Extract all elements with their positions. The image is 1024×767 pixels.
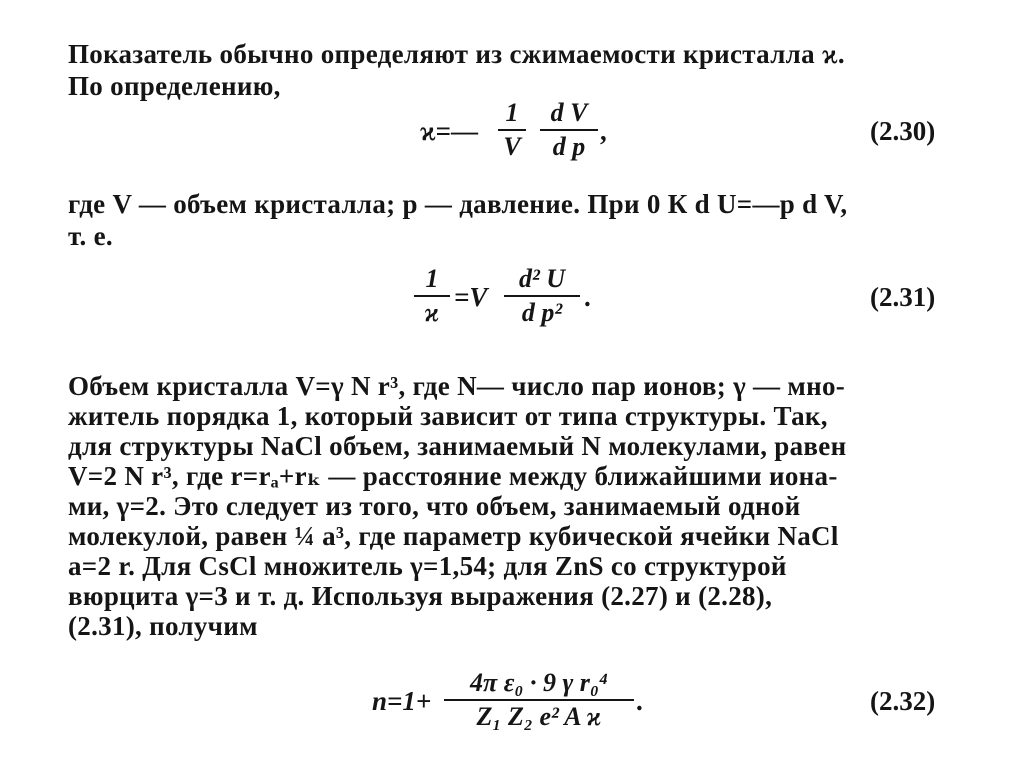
text-line: для структуры NaCl объем, занимаемый N молекулами, равен (68, 431, 847, 461)
text-line: Показатель обычно определяют из сжимаемости кристалла ϰ. (68, 39, 845, 69)
fraction-bar (504, 295, 580, 297)
equation-mid: =V (454, 282, 488, 312)
text-line: где V — объем кристалла; p — давление. При 0 К d U=—p d V, (68, 189, 848, 219)
equation-number: (2.32) (870, 686, 936, 716)
fraction-denominator: V (503, 132, 521, 161)
fraction (504, 264, 580, 328)
text-line: Объем кристалла V=γ N r³, где N— число пар ионов; γ — мно- (68, 371, 846, 401)
text-line: V=2 N r³, где r=rₐ+rₖ — расстояние между ближайшими иона- (68, 461, 838, 491)
text-line: ми, γ=2. Это следует из того, что объем, занимаемый одной (68, 491, 801, 521)
fraction (444, 668, 634, 732)
text-line: житель порядка 1, который зависит от типа структуры. Так, (68, 401, 828, 431)
equation-lhs: ϰ=— (420, 116, 479, 146)
text-line: a=2 r. Для CsCl множитель γ=1,54; для ZnS со структурой (68, 551, 787, 581)
fraction-bar (498, 129, 526, 131)
fraction (540, 98, 598, 162)
fraction-numerator: 1 (425, 264, 439, 293)
fraction-denominator: Z₁ Z₂ e² A ϰ (476, 702, 602, 731)
fraction-denominator: d p (552, 132, 586, 161)
fraction-numerator: d² U (518, 264, 566, 293)
equation-punctuation: . (636, 686, 643, 716)
equation-number: (2.31) (870, 282, 936, 312)
equation-punctuation: . (584, 282, 591, 312)
fraction-numerator: d V (550, 98, 588, 127)
equation-punctuation: , (600, 116, 607, 146)
text-line: (2.31), получим (68, 611, 258, 641)
text-line: По определению, (68, 71, 281, 101)
fraction-bar (540, 129, 598, 131)
equation-number: (2.30) (870, 116, 936, 146)
fraction (414, 264, 450, 328)
text-line: т. е. (68, 221, 113, 251)
text-line: вюрцита γ=3 и т. д. Используя выражения (2.27) и (2.28), (68, 581, 773, 611)
fraction-numerator: 1 (505, 98, 519, 127)
fraction-bar (414, 295, 450, 297)
fraction-numerator: 4π ε₀ · 9 γ r₀⁴ (470, 668, 608, 697)
fraction-denominator: d p² (521, 298, 563, 327)
text-line: молекулой, равен ¼ a³, где параметр кубической ячейки NaCl (68, 521, 839, 551)
fraction-denominator: ϰ (424, 298, 440, 327)
fraction (498, 98, 526, 162)
fraction-bar (444, 699, 634, 701)
equation-lhs: n=1+ (372, 686, 432, 716)
